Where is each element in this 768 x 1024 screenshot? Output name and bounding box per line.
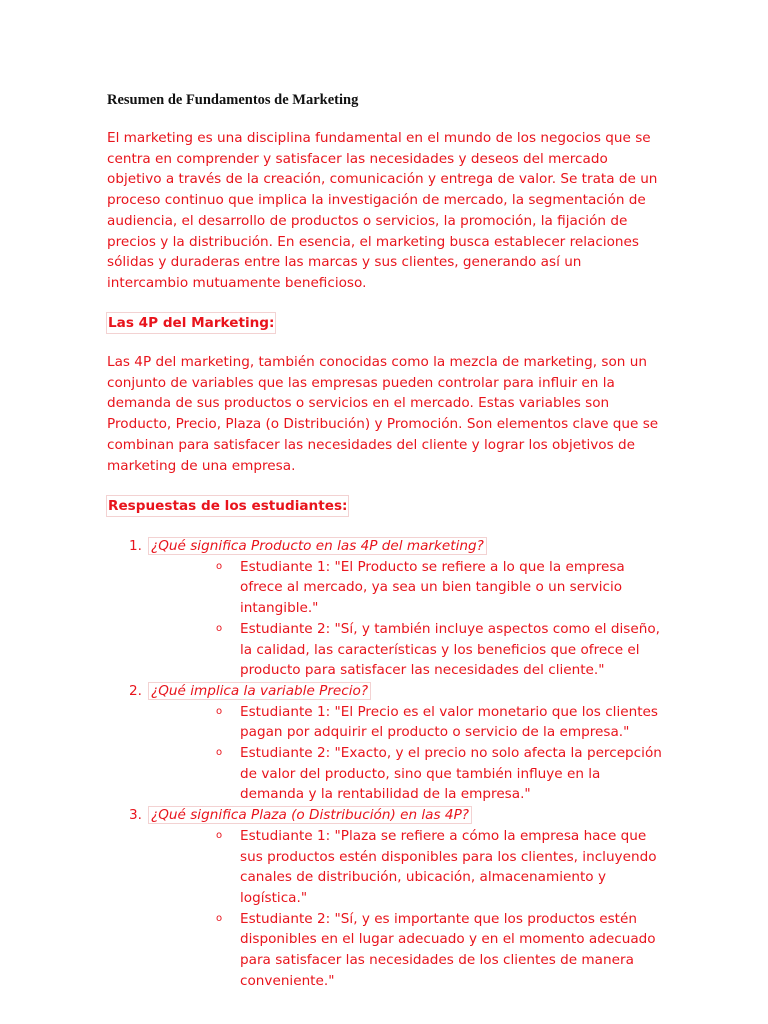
answer-text: Estudiante 1: "El Producto se refiere a lo que la empresa ofrece al mercado, ya sea un bien tangible o un servicio intangible."	[240, 558, 625, 617]
question-item-2	[107, 681, 663, 805]
answer-text: Estudiante 2: "Sí, y es importante que los productos estén disponibles en el lugar adecuado y en el momento adecuado para satisfacer las necesidades de los clientes de manera conveniente."	[240, 910, 656, 989]
questions-list	[107, 536, 663, 991]
answers-list	[150, 557, 663, 681]
answer-item	[150, 557, 663, 619]
circle-bullet-icon: o	[216, 829, 223, 841]
question-item-1	[107, 536, 663, 681]
answer-text: Estudiante 2: "Sí, y también incluye aspectos como el diseño, la calidad, las características y los beneficios que ofrece el producto para satisfacer las necesidades del cliente."	[240, 620, 660, 679]
answer-item	[150, 909, 663, 992]
question-number: 3.	[129, 807, 142, 824]
answer-item	[150, 702, 663, 743]
section-paragraph-4p: Las 4P del marketing, también conocidas como la mezcla de marketing, son un conjunto de variables que las empresas pueden controlar para influir en la demanda de sus productos o servicios en el mercado. Estas variables son Producto, Precio, Plaza (o Distribución) y Promoción. Son elementos clave que se combinan para satisfacer las necesidades del cliente y lograr los objetivos de marketing de una empresa.	[107, 354, 659, 474]
answers-list	[150, 826, 663, 992]
question-text: ¿Qué significa Producto en las 4P del marketing?	[148, 537, 487, 555]
circle-bullet-icon: o	[216, 747, 223, 759]
answer-text: Estudiante 2: "Exacto, y el precio no solo afecta la percepción de valor del producto, sino que también influye en la demanda y la rentabilidad de la empresa."	[240, 745, 662, 803]
section-heading-4p: Las 4P del Marketing:	[106, 312, 276, 334]
document-title: Resumen de Fundamentos de Marketing	[107, 92, 359, 108]
circle-bullet-icon: o	[216, 560, 223, 572]
answer-item	[150, 743, 663, 805]
question-number: 2.	[129, 682, 142, 699]
answer-item	[150, 619, 663, 681]
answer-item	[150, 826, 663, 909]
question-number: 1.	[129, 538, 142, 554]
circle-bullet-icon: o	[216, 912, 223, 924]
circle-bullet-icon: o	[216, 622, 223, 634]
question-text: ¿Qué significa Plaza (o Distribución) en las 4P?	[148, 806, 472, 824]
question-text: ¿Qué implica la variable Precio?	[148, 682, 371, 700]
question-item-3	[107, 805, 663, 991]
answers-list	[150, 702, 663, 806]
intro-paragraph: El marketing es una disciplina fundamental en el mundo de los negocios que se centra en comprender y satisfacer las necesidades y deseos del mercado objetivo a través de la creación, comunicación y entrega de valor. Se trata de un proceso continuo que implica la investigación de mercado, la segmentación de audiencia, el desarrollo de productos o servicios, la promoción, la fijación de precios y la distribución. En esencia, el marketing busca establecer relaciones sólidas y duraderas entre las marcas y sus clientes, generando así un intercambio mutuamente beneficioso.	[107, 130, 658, 291]
answer-text: Estudiante 1: "El Precio es el valor monetario que los clientes pagan por adquirir el producto o servicio de la empresa."	[240, 703, 658, 741]
section-heading-respuestas: Respuestas de los estudiantes:	[106, 495, 349, 517]
answer-text: Estudiante 1: "Plaza se refiere a cómo la empresa hace que sus productos estén disponibles para los clientes, incluyendo canales de distribución, ubicación, almacenamiento y logística."	[240, 827, 657, 906]
circle-bullet-icon: o	[216, 705, 223, 717]
